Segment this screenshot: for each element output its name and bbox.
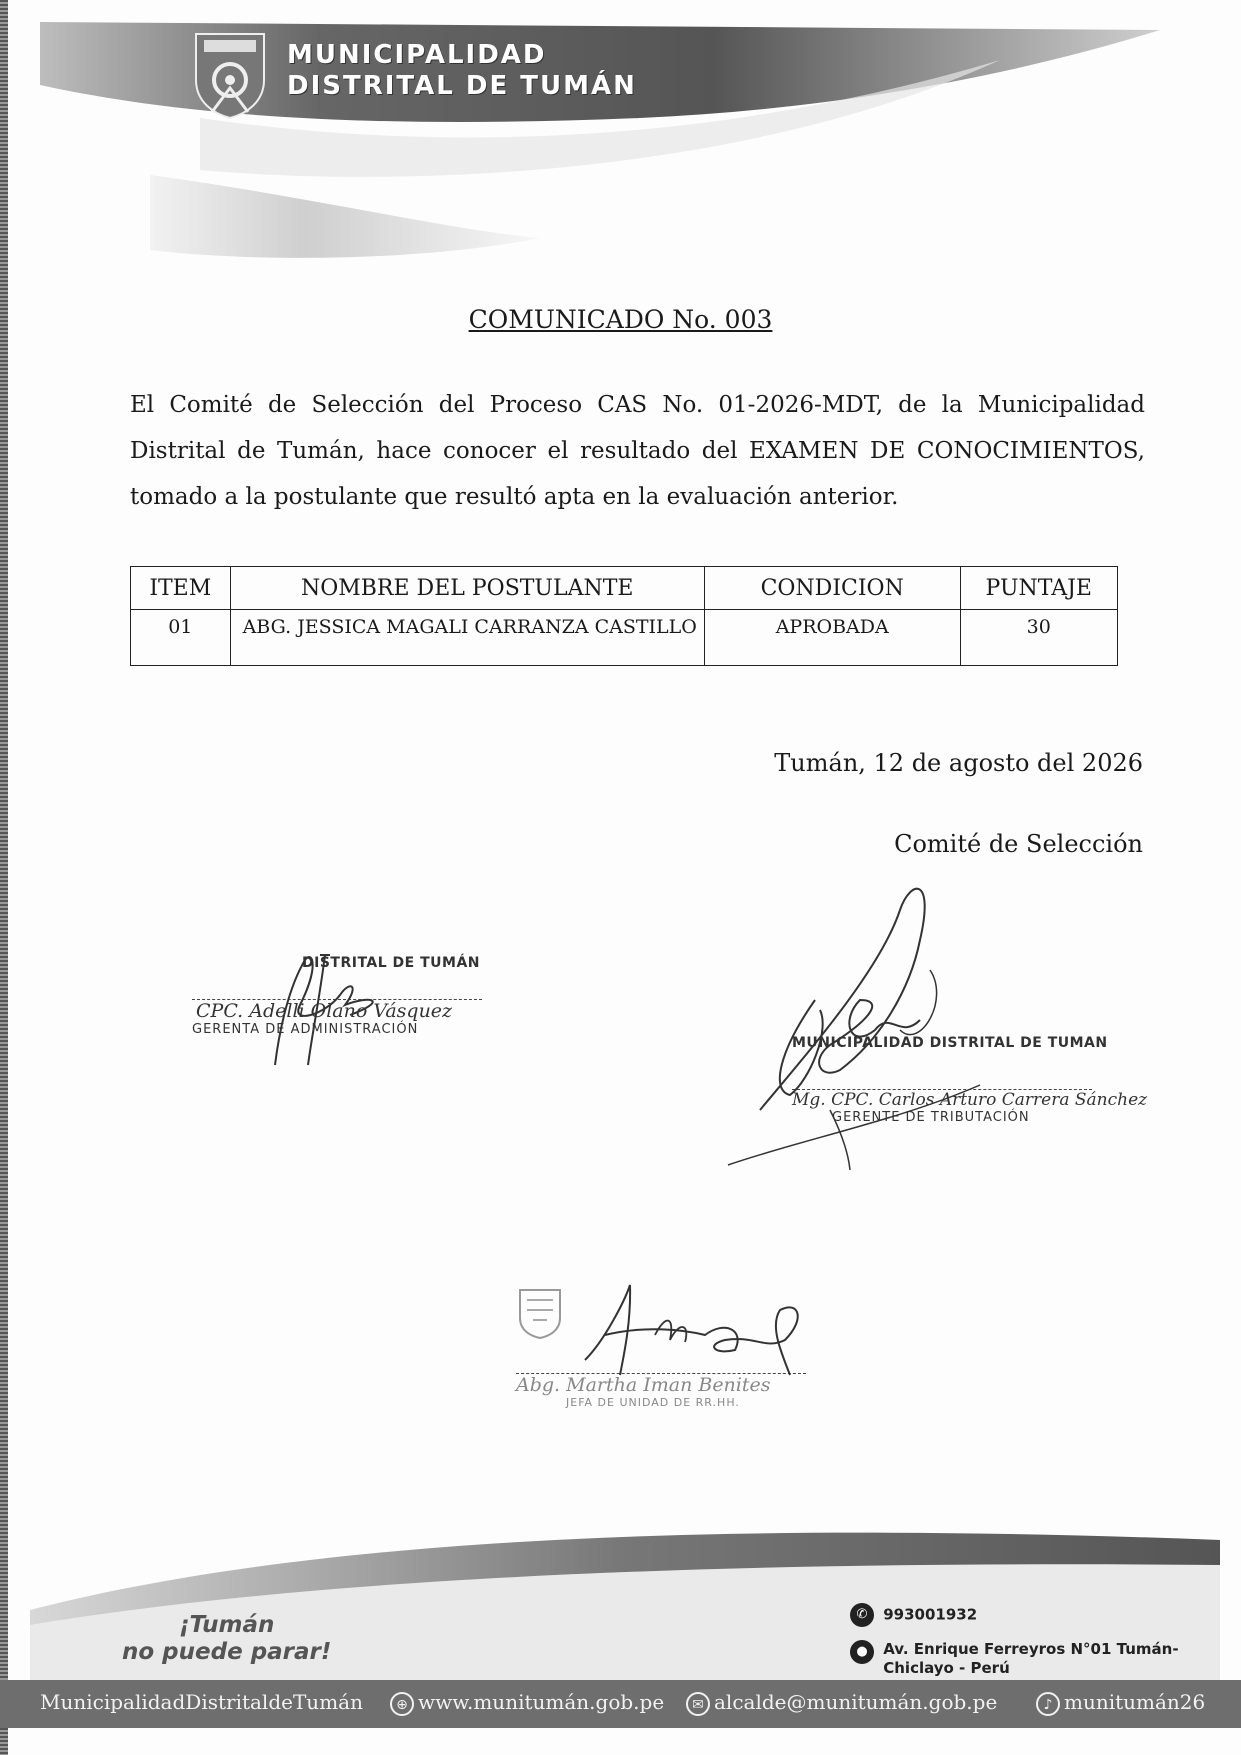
facebook-handle: MunicipalidadDistritaldeTumán	[40, 1690, 363, 1714]
signature-institution: DISTRITAL DE TUMÁN	[302, 955, 481, 971]
stamp-seal	[515, 1280, 565, 1340]
header-name: NOMBRE DEL POSTULANTE	[230, 567, 704, 610]
phone-number: 993001932	[883, 1605, 978, 1624]
cell-condition: APROBADA	[704, 610, 960, 666]
social-links-bar	[0, 1680, 1241, 1728]
document-title: COMUNICADO No. 003	[468, 305, 773, 334]
website-url: www.munitumán.gob.pe	[418, 1690, 665, 1714]
signature-name: Mg. CPC. Carlos Arturo Carrera Sánchez	[792, 1090, 1148, 1110]
body-paragraph: El Comité de Selección del Proceso CAS No. 01-2026-MDT, de la Municipalidad Distrital de Tumán, hace conocer el resultado del EXAMEN DE CONOCIMIENTOS, tomado a la postulante que resultó apta en la evaluación anterior.	[130, 392, 1145, 510]
address-contact	[850, 1640, 1179, 1678]
handwritten-signature-3	[565, 1280, 815, 1380]
tiktok-icon: ♪	[1036, 1692, 1060, 1716]
cell-item: 01	[131, 610, 231, 666]
date-line: Tumán, 12 de agosto del 2026	[774, 749, 1143, 777]
slogan-line-2: no puede parar!	[122, 1639, 332, 1665]
header-line-2: DISTRITAL DE TUMÁN	[287, 71, 637, 101]
tiktok-link[interactable]	[1036, 1690, 1205, 1716]
handwritten-signature-1	[230, 945, 430, 1075]
results-table	[130, 566, 1118, 666]
signature-institution: MUNICIPALIDAD DISTRITAL DE TUMAN	[792, 1035, 1108, 1051]
signature-role: GERENTE DE TRIBUTACIÓN	[832, 1110, 1030, 1125]
table-row	[131, 610, 1118, 666]
header-line-1: MUNICIPALIDAD	[287, 40, 547, 70]
facebook-link[interactable]	[40, 1690, 363, 1714]
table-header-row	[131, 567, 1118, 610]
email-link[interactable]	[686, 1690, 997, 1716]
signature-name: CPC. Adelli Olano Vásquez	[196, 1000, 453, 1022]
cell-name: ABG. JESSICA MAGALI CARRANZA CASTILLO	[230, 610, 704, 666]
signature-role: GERENTA DE ADMINISTRACIÓN	[192, 1022, 419, 1037]
mail-icon: ✉	[686, 1692, 710, 1716]
header-item: ITEM	[131, 567, 231, 610]
header-title	[287, 40, 637, 102]
slogan-line-1: ¡Tumán	[178, 1612, 275, 1638]
committee-label: Comité de Selección	[894, 830, 1143, 858]
address-line-1: Av. Enrique Ferreyros N°01 Tumán-	[883, 1640, 1179, 1658]
header-condition: CONDICION	[704, 567, 960, 610]
email-address: alcalde@munitumán.gob.pe	[714, 1690, 998, 1714]
cell-score: 30	[960, 610, 1117, 666]
whatsapp-icon: ✆	[850, 1603, 874, 1627]
globe-icon: ⊕	[390, 1692, 414, 1716]
location-pin-icon: ●	[850, 1640, 874, 1664]
address-line-2: Chiclayo - Perú	[883, 1659, 1010, 1677]
signature-name: Abg. Martha Iman Benites	[516, 1374, 771, 1396]
website-link[interactable]	[390, 1690, 664, 1716]
tiktok-handle: munitumán26	[1064, 1690, 1206, 1714]
phone-contact	[850, 1603, 977, 1627]
signature-role: JEFA DE UNIDAD DE RR.HH.	[566, 1396, 740, 1409]
header-score: PUNTAJE	[960, 567, 1117, 610]
handwritten-signature-2	[720, 880, 1040, 1170]
municipal-logo	[190, 28, 270, 120]
slogan	[122, 1612, 331, 1666]
